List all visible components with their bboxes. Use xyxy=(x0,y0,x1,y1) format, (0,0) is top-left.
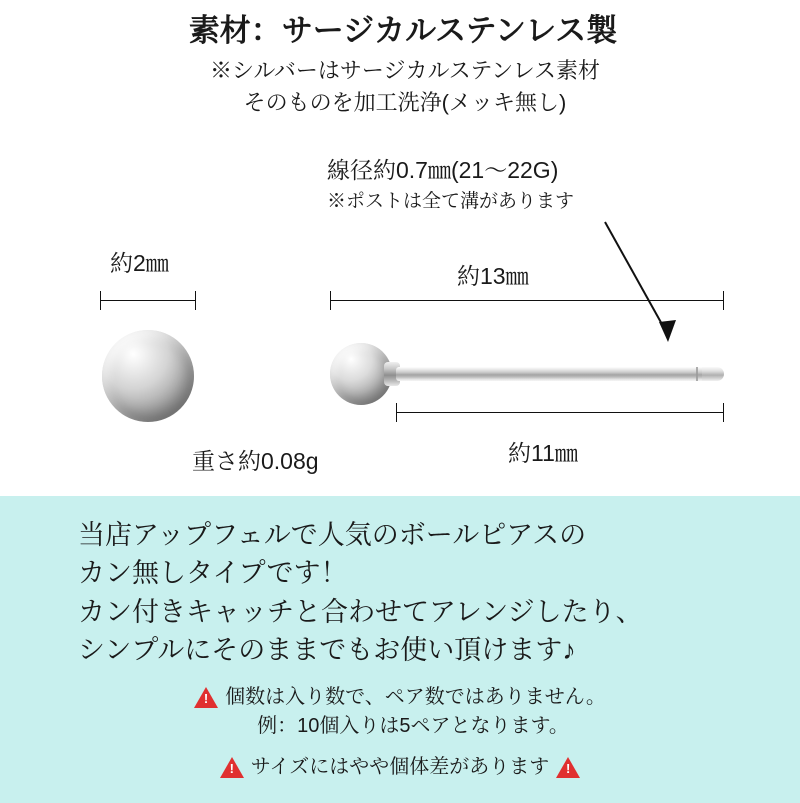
total-length-label: 約13㎜ xyxy=(457,263,529,289)
description-line-4: シンプルにそのままでもお使い頂けます♪ xyxy=(78,634,576,665)
warning-note-3 xyxy=(0,753,800,782)
ball-part-image xyxy=(102,330,194,422)
description-text-block xyxy=(0,496,800,669)
description-line-1: 当店アップフェルで人気のボールピアスの xyxy=(78,520,587,550)
post-groove xyxy=(696,367,698,381)
warning-note-1-text: 個数は入り数で、ペア数ではありません。 xyxy=(225,686,606,709)
warning-note-3-text: サイズにはやや個体差があります xyxy=(250,756,550,779)
ball-diameter-label: 約2㎜ xyxy=(110,250,169,276)
wire-diameter-label: 線径約0.7㎜(21～22G) xyxy=(327,157,559,183)
post-tip xyxy=(702,367,724,381)
material-title: 素材：サージカルステンレス製 xyxy=(188,13,618,48)
warning-icon-right xyxy=(556,757,580,778)
warning-note-2 xyxy=(0,712,800,741)
post-bar xyxy=(396,367,720,381)
ball-diameter-dimension-line xyxy=(100,300,196,301)
post-length-dimension-line xyxy=(396,412,724,413)
description-line-3: カン付きキャッチと合わせてアレンジしたり、 xyxy=(78,596,643,627)
warning-note-1 xyxy=(0,683,800,712)
post-length-label: 約11㎜ xyxy=(508,440,578,466)
earring-post-image xyxy=(330,326,730,422)
total-length-dimension-line xyxy=(330,300,724,301)
description-line-2: カン無しタイプです！ xyxy=(78,558,348,589)
material-note-line-1: ※シルバーはサージカルステンレス素材 xyxy=(209,57,601,83)
warning-note-2-text: 例：10個入りは5ペアとなります。 xyxy=(257,715,569,738)
warning-icon-left xyxy=(220,757,244,778)
warning-icon xyxy=(194,687,218,708)
warning-notes xyxy=(0,683,800,782)
description-panel xyxy=(0,493,800,803)
weight-label: 重さ約0.08g xyxy=(192,448,319,474)
dimension-diagram xyxy=(0,130,800,490)
post-ball xyxy=(330,343,392,405)
header-block xyxy=(0,0,800,119)
material-note-line-2: そのものを加工洗浄(メッキ無し) xyxy=(243,89,567,115)
post-groove-note: ※ポストは全て溝があります xyxy=(327,191,575,212)
